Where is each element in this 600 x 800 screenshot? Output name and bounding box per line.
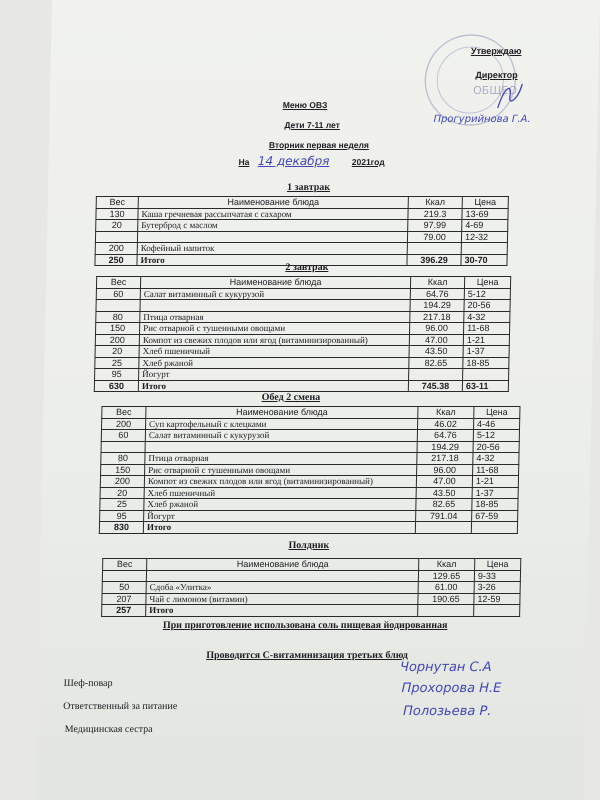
cell-kcal: 190.65 [418,593,474,605]
cell-weight [101,441,145,453]
cell-price: 20-56 [464,300,510,312]
cell-name: Чай с лимоном (витамин) [146,593,418,605]
cell-weight: 95 [100,510,144,522]
cell-kcal: 43.50 [409,346,463,358]
cell-price: 18-85 [472,499,518,511]
column-header-weight: Вес [96,197,138,209]
salt-note: При приготовление использована соль пищевая йодированная [162,620,448,631]
cell-weight: 60 [96,288,140,300]
table-row [96,300,510,312]
cell-kcal: 43.50 [416,487,472,499]
total-label: Итого [143,522,415,534]
date-prefix: На [238,157,250,167]
total-label: Итого [137,254,407,266]
cell-name: Сдоба «Улитка» [146,582,418,594]
cell-kcal: 96.00 [410,323,464,335]
cell-weight: 200 [95,243,137,255]
cell-price: 1-21 [472,476,518,488]
cell-kcal [409,369,463,381]
age-group: Дети 7-11 лет [284,120,340,130]
cell-price: 4-69 [462,220,508,232]
cell-price: 1-21 [463,334,509,346]
total-price: 30-70 [461,254,507,266]
table-row [102,593,520,605]
cell-kcal: 61.00 [418,582,474,594]
column-header-weight: Вес [103,559,147,571]
table-row [101,464,519,476]
cell-price [463,369,509,381]
cell-name [145,441,417,453]
cell-kcal: 194.29 [410,300,464,312]
cell-name: Суп картофельный с клецками [146,418,418,430]
total-label: Итого [138,380,408,392]
cell-name: Салат витаминный с кукурузой [145,430,417,442]
cell-weight: 80 [96,311,140,323]
total-kcal [415,522,471,534]
signature-nurse: Полозьева Р. [402,704,492,719]
cell-price: 5-12 [464,288,510,300]
cell-kcal: 64.76 [417,430,473,442]
section-title-breakfast2: 2 завтрак [285,262,329,273]
cell-weight: 95 [95,369,139,381]
cell-kcal: 97.99 [408,220,462,232]
date-handwritten: 14 декабря [257,154,330,168]
cell-price: 4-46 [474,418,520,430]
table-row [100,499,518,511]
cell-weight: 200 [95,334,139,346]
day-label: Вторник первая неделя [268,140,370,150]
total-weight: 250 [95,254,137,266]
total-row [102,605,520,617]
table-row [100,476,518,488]
column-header-weight: Вес [96,277,140,289]
cell-price: 20-56 [473,441,519,453]
table-header-row [102,407,520,419]
date-suffix: 2021год [351,157,385,167]
table-row [96,311,510,323]
cell-name [146,570,418,582]
cell-kcal: 129.65 [418,570,474,582]
cell-kcal: 217.18 [417,453,473,465]
cell-name: Хлеб пшеничный [144,487,416,499]
column-header-name: Наименование блюда [147,559,419,571]
menu-sheet [35,0,600,800]
column-header-kcal: Ккал [419,559,475,571]
cell-name: Птица отварная [145,453,417,465]
table-header-row [96,277,510,289]
cell-price: 11-68 [464,323,510,335]
total-kcal [418,605,474,617]
cell-price [461,243,507,255]
table-row [95,231,507,243]
date-line [238,154,384,168]
total-price [474,605,520,617]
total-weight: 630 [94,380,138,392]
director-signature-text: Прогурийнова Г.А. [433,114,531,125]
total-price: 63-11 [462,380,508,392]
cell-kcal: 791.04 [416,510,472,522]
column-header-name: Наименование блюда [138,197,408,209]
cell-weight: 207 [102,593,146,605]
cell-name: Хлеб ржаной [139,357,409,369]
cell-name: Кофейный напиток [137,243,407,255]
cell-weight: 20 [100,487,144,499]
cell-kcal: 217.18 [410,311,464,323]
table-header-row [96,197,508,209]
column-header-name: Наименование блюда [146,407,418,419]
cell-kcal: 79.00 [407,231,461,243]
column-header-kcal: Ккал [408,197,462,209]
signature-nutrition: Прохорова Н.Е [401,681,502,696]
cell-name [137,231,407,243]
total-row [99,522,517,534]
cell-weight: 60 [101,430,145,442]
table-row [100,510,518,522]
signature-chef: Чорнутан С.А [399,660,492,675]
cell-weight [95,231,137,243]
cell-name: Каша гречневая рассыпчатая с сахаром [138,208,408,220]
cell-price: 11-68 [473,464,519,476]
vitamin-note: Проводится С-витаминизация третьих блюд [206,650,409,661]
director-label: Директор [475,70,518,80]
total-label: Итого [146,605,418,617]
cell-name: Птица отварная [140,311,410,323]
cell-price: 18-85 [463,357,509,369]
cell-weight: 150 [101,464,145,476]
table-row [96,208,508,220]
cell-name: Йогурт [144,510,416,522]
column-header-price: Цена [464,277,510,289]
cell-weight [96,300,140,312]
cell-weight: 130 [96,208,138,220]
cell-price: 9-33 [474,570,520,582]
cell-weight: 200 [102,418,146,430]
table-row [101,453,519,465]
menu-table-breakfast2 [94,276,511,392]
column-header-price: Цена [475,559,521,571]
role-chef: Шеф-повар [63,678,113,689]
table-row [102,570,520,582]
total-kcal: 745.38 [408,380,462,392]
table-row [95,334,509,346]
svg-text:ОБЩЕО: ОБЩЕО [472,84,518,97]
total-kcal: 396.29 [407,254,461,266]
total-row [94,380,508,392]
cell-kcal: 64.76 [410,288,464,300]
cell-weight: 50 [102,582,146,594]
cell-weight: 20 [95,346,139,358]
cell-price: 3-26 [474,582,520,594]
cell-price: 1-37 [472,487,518,499]
table-row [102,582,520,594]
table-row [96,323,510,335]
cell-name: Компот из свежих плодов или ягод (витаминизированный) [139,334,409,346]
table-row [101,430,519,442]
cell-price: 67-59 [472,510,518,522]
cell-weight: 20 [96,220,138,232]
cell-kcal: 82.65 [409,357,463,369]
cell-weight: 150 [96,323,140,335]
cell-kcal: 46.02 [418,418,474,430]
column-header-name: Наименование блюда [140,277,410,289]
column-header-kcal: Ккал [418,407,474,419]
cell-name: Рис отварной с тушенными овощами [140,323,410,335]
table-row [101,441,519,453]
cell-price: 12-59 [474,593,520,605]
menu-table-snack [101,558,521,617]
cell-kcal: 219.3 [408,208,462,220]
cell-weight: 80 [101,453,145,465]
table-row [95,369,509,381]
total-weight: 830 [99,522,143,534]
cell-name: Хлеб ржаной [144,499,416,511]
column-header-price: Цена [474,407,520,419]
table-row [95,243,507,255]
menu-table-breakfast1 [94,196,508,266]
cell-weight: 200 [100,476,144,488]
section-title-lunch: Обед 2 смена [261,392,321,403]
menu-table-lunch [99,406,521,534]
cell-kcal: 47.00 [416,476,472,488]
cell-name: Салат витаминный с кукурузой [140,288,410,300]
cell-price: 4-32 [464,311,510,323]
role-nutrition: Ответственный за питание [63,701,178,712]
cell-price: 13-69 [462,208,508,220]
cell-price: 1-37 [463,346,509,358]
cell-weight [102,570,146,582]
table-row [102,418,520,430]
table-row [96,288,510,300]
table-row [96,220,508,232]
approve-label: Утверждаю [470,46,522,56]
total-weight: 257 [102,605,146,617]
section-title-snack: Полдник [288,540,330,551]
cell-price: 4-32 [473,453,519,465]
director-signature-scribble [490,78,531,113]
table-row [100,487,518,499]
cell-kcal: 47.00 [409,334,463,346]
column-header-price: Цена [462,197,508,209]
cell-name: Хлеб пшеничный [139,346,409,358]
cell-name: Бутерброд с маслом [138,220,408,232]
cell-price: 5-12 [473,430,519,442]
table-header-row [103,559,521,571]
cell-name: Йогурт [139,369,409,381]
role-nurse: Медицинская сестра [64,724,153,735]
cell-price: 12-32 [461,231,507,243]
table-row [95,346,509,358]
cell-weight: 25 [95,357,139,369]
total-price [471,522,517,534]
cell-kcal [407,243,461,255]
cell-name [140,300,410,312]
cell-kcal: 82.65 [416,499,472,511]
column-header-kcal: Ккал [410,277,464,289]
section-title-breakfast1: 1 завтрак [286,182,331,193]
cell-name: Компот из свежих плодов или ягод (витаминизированный) [144,476,416,488]
cell-name: Рис отварной с тушенными овощами [145,464,417,476]
table-row [95,357,509,369]
menu-title: Меню ОВЗ [282,100,328,110]
cell-weight: 25 [100,499,144,511]
cell-kcal: 96.00 [417,464,473,476]
column-header-weight: Вес [102,407,146,419]
cell-kcal: 194.29 [417,441,473,453]
